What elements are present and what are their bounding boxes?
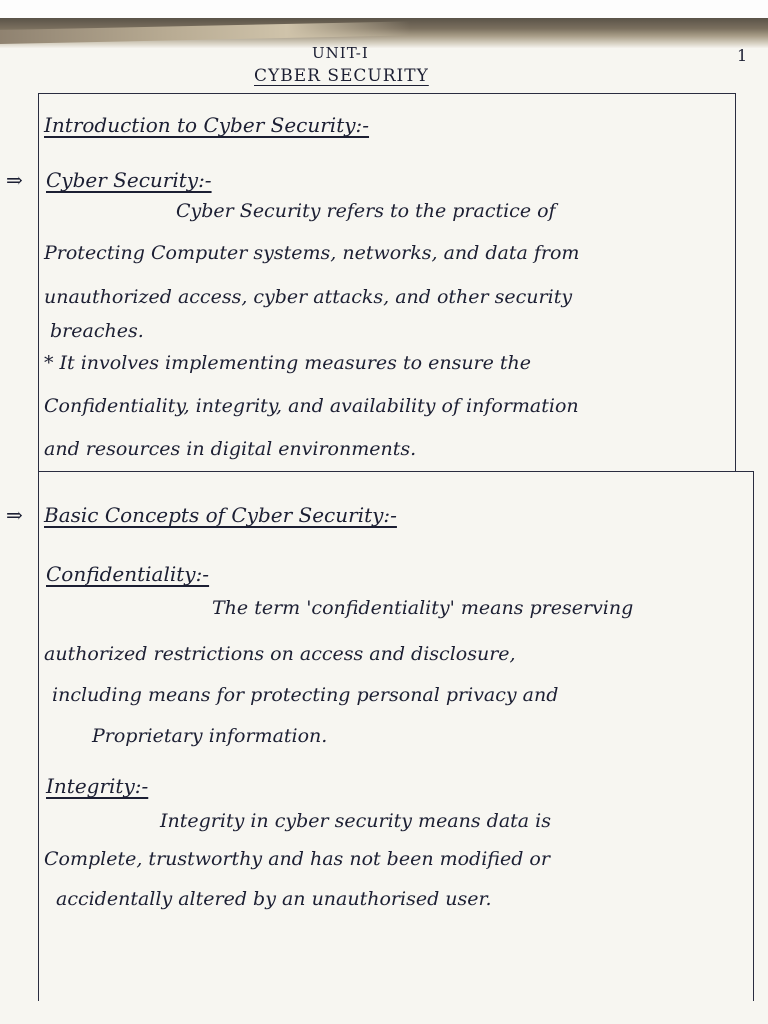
paragraph-line: authorized restrictions on access and disclosure,: [44, 643, 516, 665]
paragraph-line: * It involves implementing measures to ensure the: [44, 352, 532, 374]
paragraph-line: and resources in digital environments.: [44, 438, 417, 460]
subheading-integrity: Integrity:-: [46, 774, 149, 798]
paragraph-line: Integrity in cyber security means data is: [160, 810, 551, 832]
arrow-icon: ⇒: [6, 503, 23, 527]
paragraph-line: The term 'confidentiality' means preserving: [212, 597, 634, 619]
section-divider-line: [38, 471, 753, 472]
paragraph-line: Cyber Security refers to the practice of: [176, 200, 556, 222]
subheading: Cyber Security:-: [46, 168, 212, 192]
arrow-icon: ⇒: [6, 168, 23, 192]
right-border-line-upper: [735, 93, 736, 471]
section-heading: Introduction to Cyber Security:-: [44, 113, 370, 137]
paragraph-line: unauthorized access, cyber attacks, and other security: [44, 286, 573, 308]
left-margin-line: [38, 93, 39, 1001]
paragraph-line: Protecting Computer systems, networks, and data from: [44, 242, 580, 264]
section-heading: Basic Concepts of Cyber Security:-: [44, 503, 397, 527]
paragraph-line: accidentally altered by an unauthorised user.: [56, 888, 492, 910]
paragraph-line: including means for protecting personal privacy and: [52, 684, 559, 706]
paragraph-line: Confidentiality, integrity, and availability of information: [44, 395, 579, 417]
page-number: 1: [737, 46, 748, 65]
subheading-confidentiality: Confidentiality:-: [46, 562, 210, 586]
page-title: CYBER SECURITY: [254, 66, 429, 86]
unit-label: UNIT-I: [312, 44, 369, 62]
top-border-line: [38, 93, 735, 94]
paragraph-line: Complete, trustworthy and has not been modified or: [44, 848, 550, 870]
right-border-line-lower: [753, 471, 754, 1001]
paragraph-line: Proprietary information.: [92, 725, 328, 747]
paragraph-line: breaches.: [50, 320, 144, 342]
